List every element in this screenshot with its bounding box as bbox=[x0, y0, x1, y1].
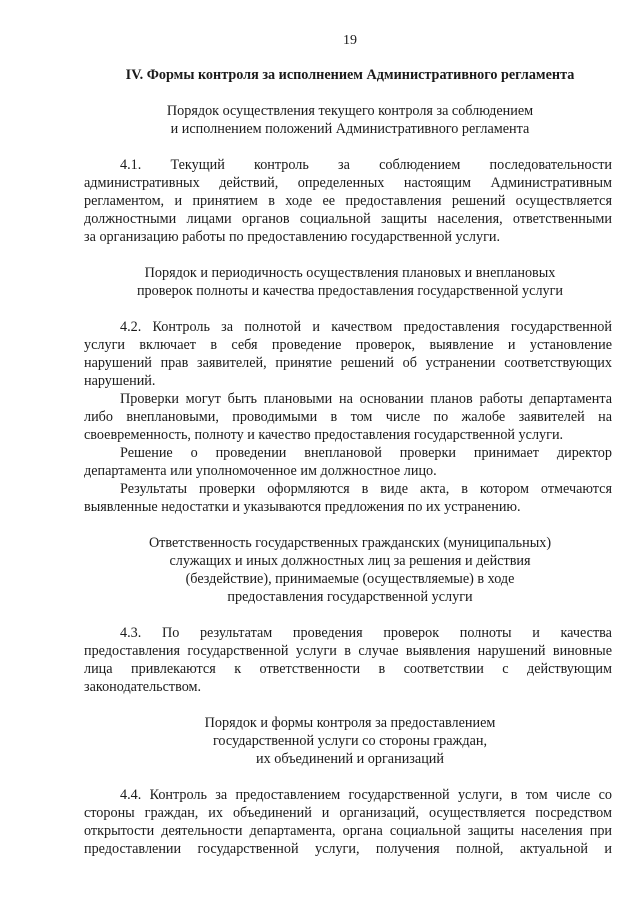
section-title: IV. Формы контроля за исполнением Административного регламента bbox=[125, 67, 575, 83]
paragraph-line: за организацию работы по предоставлению государственной услуги. bbox=[84, 229, 501, 245]
subsection-heading-line: (бездействие), принимаемые (осуществляемые) в ходе bbox=[185, 571, 515, 587]
paragraph-line: должностными лицами органов социальной защиты населения, ответственными bbox=[84, 211, 612, 227]
subsection-heading-line: Порядок осуществления текущего контроля за соблюдением bbox=[166, 103, 534, 119]
paragraph-line: Проверки могут быть плановыми на основании планов работы департамента bbox=[120, 391, 612, 407]
paragraph-line: 4.4. Контроль за предоставлением государственной услуги, в том числе со bbox=[120, 787, 612, 803]
paragraph-line: законодательством. bbox=[84, 679, 202, 695]
paragraph-line: предоставления государственной услуги в случае выявления нарушений виновные bbox=[84, 643, 612, 659]
paragraph-line: 4.1. Текущий контроль за соблюдением последовательности bbox=[120, 157, 612, 173]
paragraph-line: лица привлекаются к ответственности в соответствии с действующим bbox=[84, 661, 612, 677]
paragraph-line: своевременность, полноту и качество предоставления государственной услуги. bbox=[84, 427, 564, 443]
paragraph-line: выявленные недостатки и указываются предложения по их устранению. bbox=[84, 499, 521, 515]
subsection-heading-line: и исполнением положений Административного регламента bbox=[170, 121, 530, 137]
paragraph-line: предоставлении государственной услуги, получения полной, актуальной и bbox=[84, 841, 612, 857]
subsection-heading-line: проверок полноты и качества предоставления государственной услуги bbox=[136, 283, 564, 299]
paragraph-line: Решение о проведении внеплановой проверки принимает директор bbox=[120, 445, 612, 461]
paragraph-line: либо внеплановыми, проводимыми в том числе по жалобе заявителей на bbox=[84, 409, 612, 425]
paragraph-line: департамента или уполномоченное им должностное лицо. bbox=[84, 463, 437, 479]
paragraph-line: стороны граждан, их объединений и организаций, осуществляется посредством bbox=[84, 805, 612, 821]
paragraph-line: открытости деятельности департамента, органа социальной защиты населения при bbox=[84, 823, 612, 839]
paragraph-line: Результаты проверки оформляются в виде акта, в котором отмечаются bbox=[120, 481, 612, 497]
subsection-heading-line: их объединений и организаций bbox=[256, 751, 444, 767]
paragraph-line: нарушений. bbox=[84, 373, 156, 389]
paragraph-line: услуги включает в себя проведение проверок, выявление и установление bbox=[84, 337, 612, 353]
paragraph-line: 4.2. Контроль за полнотой и качеством предоставления государственной bbox=[120, 319, 612, 335]
subsection-heading-line: служащих и иных должностных лиц за решения и действия bbox=[169, 553, 531, 569]
subsection-heading-line: Ответственность государственных гражданских (муниципальных) bbox=[148, 535, 552, 551]
subsection-heading-line: предоставления государственной услуги bbox=[227, 589, 473, 605]
paragraph-line: регламентом, и принятием в ходе ее предоставления решений осуществляется bbox=[84, 193, 612, 209]
subsection-heading-line: государственной услуги со стороны граждан, bbox=[212, 733, 488, 749]
paragraph-line: нарушений прав заявителей, принятие решений об устранении соответствующих bbox=[84, 355, 612, 371]
page-number: 19 bbox=[343, 33, 357, 48]
paragraph-line: административных действий, определенных настоящим Административным bbox=[84, 175, 612, 191]
subsection-heading-line: Порядок и периодичность осуществления плановых и внеплановых bbox=[144, 265, 556, 281]
subsection-heading-line: Порядок и формы контроля за предоставлением bbox=[204, 715, 496, 731]
paragraph-line: 4.3. По результатам проведения проверок полноты и качества bbox=[120, 625, 612, 641]
